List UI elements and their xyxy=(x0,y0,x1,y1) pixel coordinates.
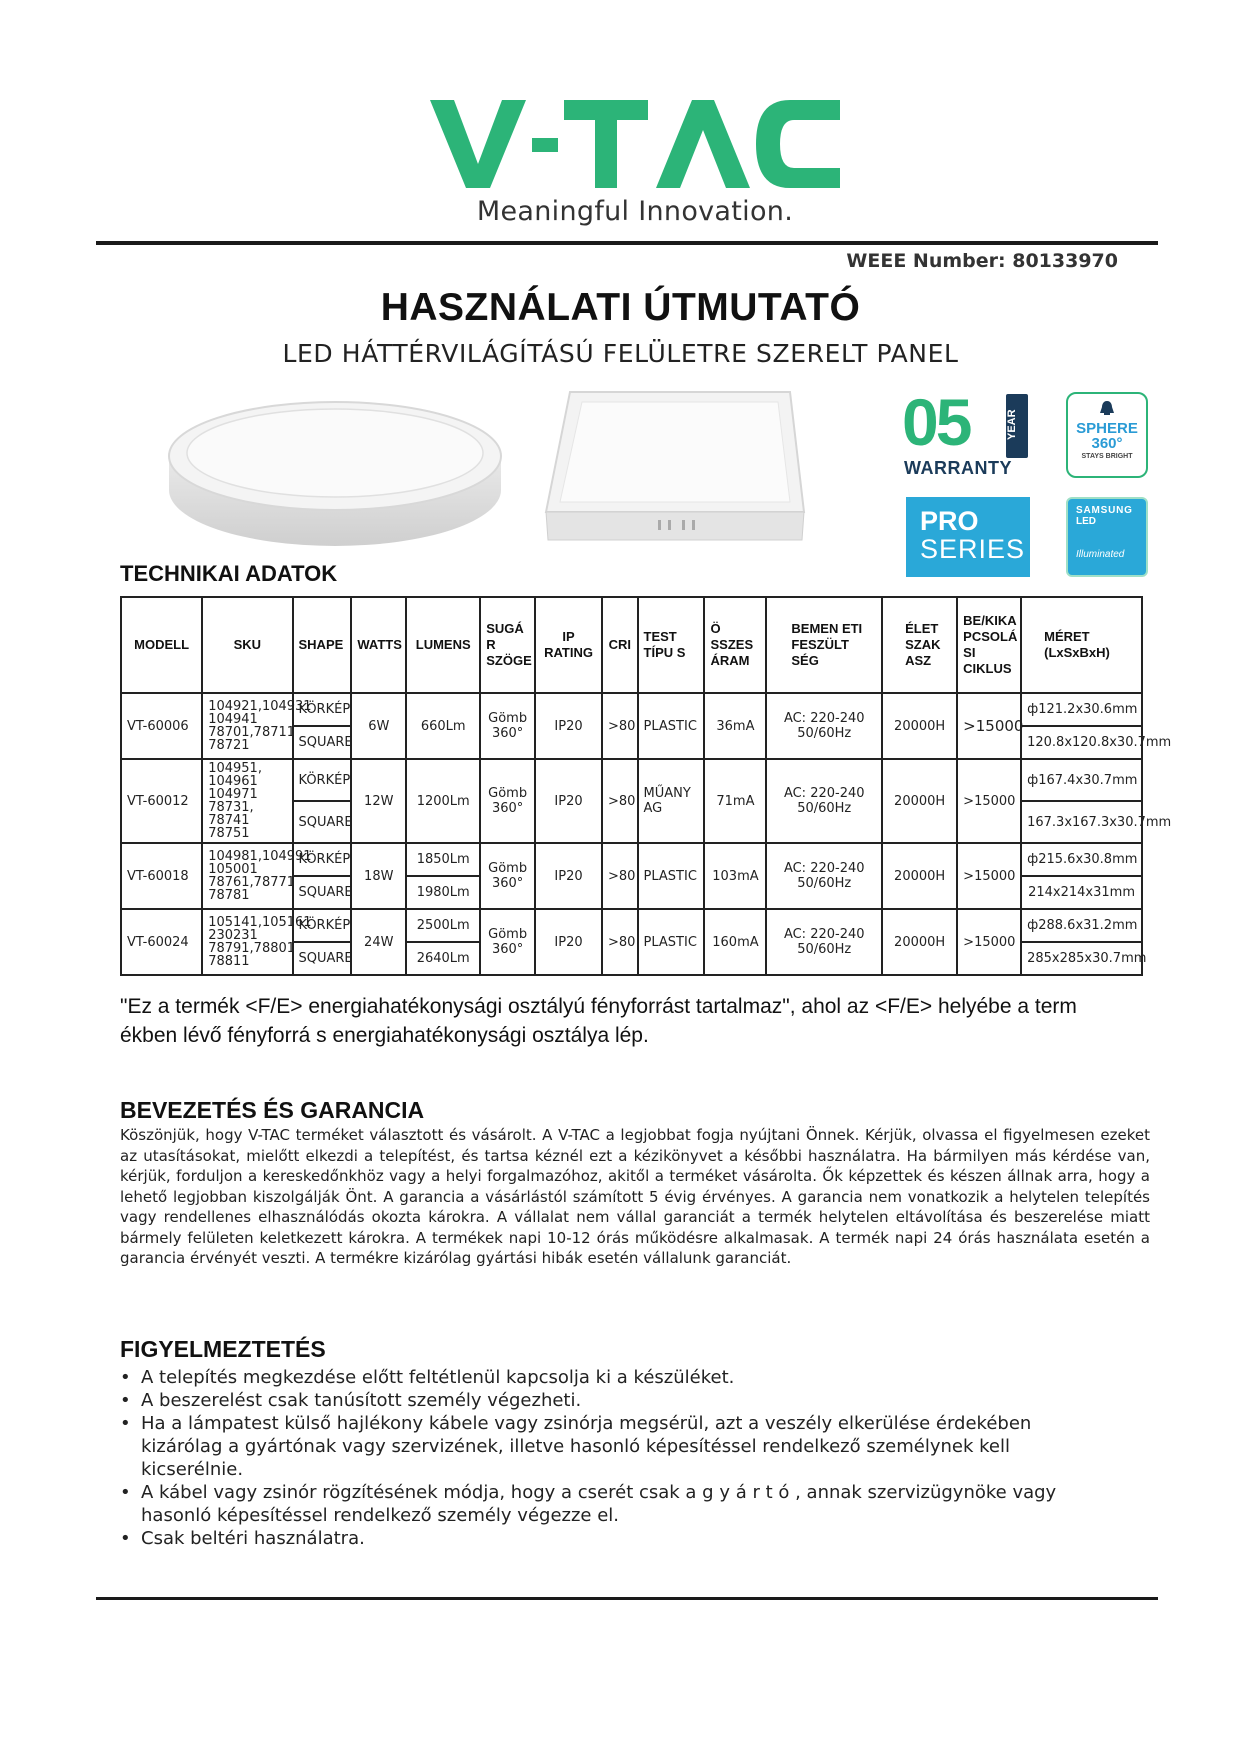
intro-heading: BEVEZETÉS ÉS GARANCIA xyxy=(120,1097,425,1123)
series-label: SERIES xyxy=(920,534,1026,564)
samsung-led-badge xyxy=(1066,497,1148,577)
list-item: • A kábel vagy zsinór rögzítésének módja, hogy a cserét csak a g y á r t ó , annak szervizügynöke vagy hasonló képesítéssel rendelkező személy végezze el. xyxy=(120,1481,1100,1527)
cell-cri: >80 xyxy=(602,909,638,975)
cell-watts: 12W xyxy=(351,759,406,843)
cell-shape-round: KÖRKÉP xyxy=(293,909,352,942)
cell-voltage: AC: 220-240 50/60Hz xyxy=(766,843,882,909)
table-header-row xyxy=(121,597,1142,693)
cell-current: 103mA xyxy=(704,843,766,909)
cell-cri: >80 xyxy=(602,693,638,759)
cell-size-square: 285x285x30.7mm xyxy=(1021,942,1142,975)
cell-size-square: 120.8x120.8x30.7mm xyxy=(1021,726,1142,759)
led-label: LED xyxy=(1076,516,1096,527)
sphere-subtitle: STAYS BRIGHT xyxy=(1081,453,1133,460)
page-title: HASZNÁLATI ÚTMUTATÓ xyxy=(380,286,861,329)
col-cri: CRI xyxy=(602,597,638,693)
col-lumens: LUMENS xyxy=(406,597,480,693)
cell-sku: 104981,104991 105001 78761,78771 78781 xyxy=(202,843,292,909)
bulb-icon xyxy=(1097,400,1117,416)
list-item: • A telepítés megkezdése előtt feltétlenül kapcsolja ki a készüléket. xyxy=(120,1366,1100,1389)
cell-lumens: 660Lm xyxy=(406,693,480,759)
cell-life: 20000H xyxy=(882,759,957,843)
cell-current: 71mA xyxy=(704,759,766,843)
cell-lumens-square: 1980Lm xyxy=(406,876,480,909)
cell-size-square: 214x214x31mm xyxy=(1021,876,1142,909)
sphere-360-badge xyxy=(1066,392,1148,478)
cell-life: 20000H xyxy=(882,843,957,909)
cell-body: PLASTIC xyxy=(638,843,705,909)
cell-ip: IP20 xyxy=(535,693,602,759)
col-current: Ö SSZES ÁRAM xyxy=(704,597,766,693)
cell-shape-square: SQUARE xyxy=(293,942,352,975)
cell-model: VT-60006 xyxy=(121,693,202,759)
col-voltage: BEMEN ETI FESZÜLT SÉG xyxy=(766,597,882,693)
col-size: MÉRET (LxSxBxH) xyxy=(1021,597,1142,693)
col-model: MODELL xyxy=(121,597,202,693)
cell-voltage: AC: 220-240 50/60Hz xyxy=(766,693,882,759)
cell-model: VT-60018 xyxy=(121,843,202,909)
warranty-label: WARRANTY xyxy=(904,458,1012,478)
col-beam: SUGÁ R SZÖGE xyxy=(480,597,535,693)
cell-size-round: ф288.6x31.2mm xyxy=(1021,909,1142,942)
cell-shape-square: SQUARE xyxy=(293,726,352,759)
weee-number: WEEE Number: 80133970 xyxy=(846,250,1118,272)
cell-ip: IP20 xyxy=(535,909,602,975)
warranty-years: 05 xyxy=(902,385,970,459)
col-body: TEST TÍPU S xyxy=(638,597,705,693)
table-row xyxy=(121,843,1142,876)
cell-watts: 18W xyxy=(351,843,406,909)
cell-life: 20000H xyxy=(882,909,957,975)
pro-label: PRO xyxy=(920,506,979,536)
intro-paragraph: Köszönjük, hogy V-TAC terméket választott és vásárolt. A V-TAC a legjobbat fogja nyújtani Önnek. Kérjük, olvassa el figyelmesen ezeket az utasításokat, mielőtt elkezdi a telepítést, és tartsa kéznél ezt a kézikönyvet a későbbi használatra. Ha bármilyen más kérdése van, kérjük, forduljon a kereskedőnkhöz vagy a helyi forgalmazóhoz, akitől a terméket vásárolta. Ők képzettek és készen állnak arra, hogy a lehető legjobban kiszolgálják Önt. A garancia a vásárlástól számított 5 évig érvényes. A garancia nem vonatkozik a helytelen telepítés vagy rendellenes elhasználódás okozta károkra. A vállalat nem vállal garanciát a termék helytelen eltávolítása és beszerelése miatt bármely felületen keletkezett károkra. A termékek napi 10-12 órás működésre alkalmasak. A termék napi 24 órás használata esetén a garancia érvényét veszti. A termékre kizárólag gyártási hibák esetén vállalunk garanciát. xyxy=(120,1126,1150,1267)
cell-shape-square: SQUARE xyxy=(293,876,352,909)
square-panel-image xyxy=(540,388,810,548)
list-item: • Csak beltéri használatra. xyxy=(120,1527,1100,1550)
pro-series-badge xyxy=(906,497,1030,577)
col-watts: WATTS xyxy=(351,597,406,693)
warning-list xyxy=(120,1366,1100,1550)
warranty-badge xyxy=(900,385,1035,490)
col-ip: IP RATING xyxy=(535,597,602,693)
energy-class-note: "Ez a termék <F/E> energiahatékonysági osztályú fényforrást tartalmaz", ahol az <F/E> helyébe a term ékben lévő fényforrá s energiahatékonysági osztálya lép. xyxy=(120,995,1077,1047)
v-tac-logo xyxy=(430,100,840,190)
col-life: ÉLET SZAK ASZ xyxy=(882,597,957,693)
cell-sku: 104951, 104961 104971 78731, 78741 78751 xyxy=(202,759,292,843)
cell-watts: 24W xyxy=(351,909,406,975)
cell-size-round: ф121.2x30.6mm xyxy=(1021,693,1142,726)
list-item: • A beszerelést csak tanúsított személy végezheti. xyxy=(120,1389,1100,1412)
col-shape: SHAPE xyxy=(293,597,352,693)
cell-sku: 105141,105161 230231 78791,78801 78811 xyxy=(202,909,292,975)
cell-voltage: AC: 220-240 50/60Hz xyxy=(766,759,882,843)
cell-life: 20000H xyxy=(882,693,957,759)
cell-cycles: >15000 xyxy=(957,759,1021,843)
cell-size-round: ф167.4x30.7mm xyxy=(1021,759,1142,801)
cell-lumens-square: 2640Lm xyxy=(406,942,480,975)
cell-model: VT-60012 xyxy=(121,759,202,843)
cell-watts: 6W xyxy=(351,693,406,759)
sphere-degrees: 360° xyxy=(1091,435,1123,452)
tech-heading: TECHNIKAI ADATOK xyxy=(120,561,338,586)
cell-lumens: 1200Lm xyxy=(406,759,480,843)
warning-heading: FIGYELMEZTETÉS xyxy=(120,1336,326,1362)
cell-beam: Gömb 360° xyxy=(480,843,535,909)
cell-voltage: AC: 220-240 50/60Hz xyxy=(766,909,882,975)
cell-size-round: ф215.6x30.8mm xyxy=(1021,843,1142,876)
warranty-year-label: YEAR xyxy=(1006,394,1028,458)
cell-current: 160mA xyxy=(704,909,766,975)
table-row xyxy=(121,693,1142,726)
illuminated-label: Illuminated xyxy=(1076,549,1125,560)
cell-body: PLASTIC xyxy=(638,693,705,759)
header-rule xyxy=(96,241,1158,245)
footer-rule xyxy=(96,1597,1158,1600)
cell-beam: Gömb 360° xyxy=(480,693,535,759)
cell-ip: IP20 xyxy=(535,843,602,909)
cell-shape-square: SQUARE xyxy=(293,801,352,843)
cell-ip: IP20 xyxy=(535,759,602,843)
table-row xyxy=(121,909,1142,942)
cell-body: MŰANY AG xyxy=(638,759,705,843)
cell-lumens-round: 2500Lm xyxy=(406,909,480,942)
round-panel-image xyxy=(165,398,505,548)
cell-current: 36mA xyxy=(704,693,766,759)
brand-tagline: Meaningful Innovation. xyxy=(476,196,794,227)
cell-lumens-round: 1850Lm xyxy=(406,843,480,876)
cell-cri: >80 xyxy=(602,759,638,843)
cell-model: VT-60024 xyxy=(121,909,202,975)
cell-beam: Gömb 360° xyxy=(480,909,535,975)
col-sku: SKU xyxy=(202,597,292,693)
sphere-label: SPHERE xyxy=(1076,420,1138,437)
cell-shape-round: KÖRKÉP xyxy=(293,843,352,876)
cell-beam: Gömb 360° xyxy=(480,759,535,843)
page-subtitle: LED HÁTTÉRVILÁGÍTÁSÚ FELÜLETRE SZERELT PANEL xyxy=(282,339,959,368)
spec-table xyxy=(120,596,1172,976)
col-cycles: BE/KIKA PCSOLÁ SI CIKLUS xyxy=(957,597,1021,693)
cell-shape-round: KÖRKÉP xyxy=(293,693,352,726)
cell-size-square: 167.3x167.3x30.7mm xyxy=(1021,801,1142,843)
list-item: • Ha a lámpatest külső hajlékony kábele vagy zsinórja megsérül, azt a veszély elkerülése érdekében kizárólag a gyártónak vagy szervizének, illetve hasonló képesítéssel rendelkező személynek kell kicserélnie. xyxy=(120,1412,1100,1481)
cell-body: PLASTIC xyxy=(638,909,705,975)
cell-cycles: >15000 xyxy=(957,909,1021,975)
cell-cycles: >15000 xyxy=(957,843,1021,909)
table-row xyxy=(121,759,1142,801)
cell-cycles: >15000 xyxy=(957,693,1021,759)
cell-shape-round: KÖRKÉP xyxy=(293,759,352,801)
cell-cri: >80 xyxy=(602,843,638,909)
samsung-label: SAMSUNG xyxy=(1076,505,1133,516)
cell-sku: 104921,104931 104941 78701,78711 78721 xyxy=(202,693,292,759)
